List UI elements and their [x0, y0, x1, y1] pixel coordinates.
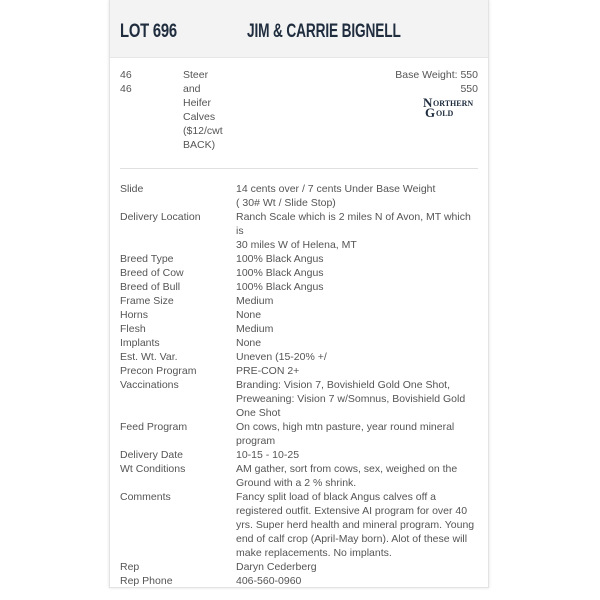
detail-row — [110, 210, 488, 252]
svg-text:ORTHERN: ORTHERN — [433, 99, 474, 108]
description-line: Steer — [183, 69, 209, 81]
detail-value-line: yrs. Super herd health and mineral program. Young — [236, 519, 475, 531]
detail-value-line: PRE-CON 2+ — [236, 365, 300, 377]
detail-row — [110, 448, 488, 462]
detail-value-line: registered outfit. Extensive AI program for over 40 — [236, 505, 468, 517]
head-count-heifers: 46 — [120, 83, 132, 95]
detail-value-line: Medium — [236, 323, 274, 335]
detail-value-line: Ranch Scale which is 2 miles N of Avon, MT which is — [236, 211, 471, 237]
detail-label: Frame Size — [120, 295, 174, 307]
detail-label: Breed Type — [120, 253, 174, 265]
detail-value — [236, 490, 476, 560]
detail-row — [110, 350, 488, 364]
detail-value — [236, 560, 476, 574]
detail-value-line: Daryn Cederberg — [236, 561, 317, 573]
detail-row — [110, 560, 488, 574]
detail-value — [236, 182, 476, 210]
detail-value-line: 406-560-0960 — [236, 575, 302, 587]
base-weight-label: Base Weight: 550 — [395, 69, 478, 81]
lot-details — [110, 182, 488, 588]
detail-label: Delivery Location — [120, 211, 201, 223]
detail-value-line: Uneven (15-20% +/ — [236, 351, 327, 363]
lot-header — [110, 0, 488, 58]
base-weight-second: 550 — [460, 83, 478, 95]
detail-label: Precon Program — [120, 365, 197, 377]
detail-value — [236, 308, 476, 322]
detail-value-line: Medium — [236, 295, 274, 307]
northern-gold-logo — [422, 96, 478, 118]
svg-text:G: G — [425, 105, 436, 118]
detail-row — [110, 364, 488, 378]
lot-card — [109, 0, 489, 588]
description-line: Heifer — [183, 97, 212, 109]
detail-row — [110, 280, 488, 294]
detail-value — [236, 252, 476, 266]
detail-label: Slide — [120, 183, 144, 195]
detail-value-line: end of calf crop (April-May born). Alot of these will — [236, 533, 468, 545]
detail-value-line: One Shot — [236, 407, 281, 419]
detail-label: Rep Phone — [120, 575, 173, 587]
head-counts — [120, 68, 132, 96]
detail-label: Rep — [120, 561, 140, 573]
lot-number: LOT 696 — [120, 21, 177, 42]
detail-value-line: On cows, high mtn pasture, year round mineral — [236, 421, 455, 433]
detail-value — [236, 294, 476, 308]
detail-row — [110, 294, 488, 308]
lot-description — [183, 68, 243, 152]
northern-gold-logo-graphic — [422, 96, 478, 118]
detail-label: Flesh — [120, 323, 146, 335]
detail-value — [236, 462, 476, 490]
lot-summary — [110, 68, 488, 168]
detail-label: Implants — [120, 337, 160, 349]
detail-value-line: AM gather, sort from cows, sex, weighed on the — [236, 463, 458, 475]
detail-row — [110, 252, 488, 266]
description-line: ($12/cwt — [183, 125, 223, 137]
detail-row — [110, 490, 488, 560]
detail-label: Delivery Date — [120, 449, 184, 461]
detail-value — [236, 210, 476, 252]
detail-row — [110, 420, 488, 448]
description-line: Calves — [183, 111, 216, 123]
detail-row — [110, 266, 488, 280]
detail-value-line: Ground with a 2 % shrink. — [236, 477, 357, 489]
base-weight — [395, 68, 478, 96]
detail-value-line: None — [236, 309, 262, 321]
detail-value-line: make replacements. No implants. — [236, 547, 392, 559]
detail-value — [236, 336, 476, 350]
detail-label: Comments — [120, 491, 171, 503]
detail-label: Horns — [120, 309, 149, 321]
detail-row — [110, 182, 488, 210]
detail-value — [236, 420, 476, 448]
detail-row — [110, 336, 488, 350]
detail-row — [110, 308, 488, 322]
head-count-steers: 46 — [120, 69, 132, 81]
detail-value — [236, 574, 476, 588]
detail-row — [110, 462, 488, 490]
svg-text:OLD: OLD — [436, 109, 454, 118]
detail-value-line: ( 30# Wt / Slide Stop) — [236, 197, 336, 209]
detail-value-line: Fancy split load of black Angus calves off a — [236, 491, 437, 503]
description-line: and — [183, 83, 201, 95]
detail-value-line: program — [236, 435, 276, 447]
seller-name: JIM & CARRIE BIGNELL — [247, 21, 401, 42]
detail-row — [110, 378, 488, 420]
detail-value-line: 10-15 - 10-25 — [236, 449, 300, 461]
detail-row — [110, 574, 488, 588]
detail-value — [236, 378, 476, 420]
detail-label: Feed Program — [120, 421, 188, 433]
detail-label: Breed of Bull — [120, 281, 181, 293]
detail-value-line: None — [236, 337, 262, 349]
detail-label: Wt Conditions — [120, 463, 186, 475]
detail-value-line: Preweaning: Vision 7 w/Somnus, Bovishield Gold — [236, 393, 466, 405]
detail-value-line: 100% Black Angus — [236, 281, 324, 293]
detail-row — [110, 322, 488, 336]
detail-label: Breed of Cow — [120, 267, 184, 279]
detail-value — [236, 266, 476, 280]
detail-value-line: Branding: Vision 7, Bovishield Gold One Shot, — [236, 379, 451, 391]
svg-text:N: N — [423, 96, 433, 110]
detail-value — [236, 364, 476, 378]
detail-value-line: 14 cents over / 7 cents Under Base Weight — [236, 183, 436, 195]
section-divider — [120, 168, 478, 169]
detail-value-line: 30 miles W of Helena, MT — [236, 239, 357, 251]
description-line: BACK) — [183, 139, 216, 151]
detail-label: Est. Wt. Var. — [120, 351, 178, 363]
detail-value-line: 100% Black Angus — [236, 253, 324, 265]
detail-value-line: 100% Black Angus — [236, 267, 324, 279]
detail-value — [236, 448, 476, 462]
detail-value — [236, 350, 476, 364]
detail-label: Vaccinations — [120, 379, 179, 391]
detail-value — [236, 280, 476, 294]
detail-value — [236, 322, 476, 336]
